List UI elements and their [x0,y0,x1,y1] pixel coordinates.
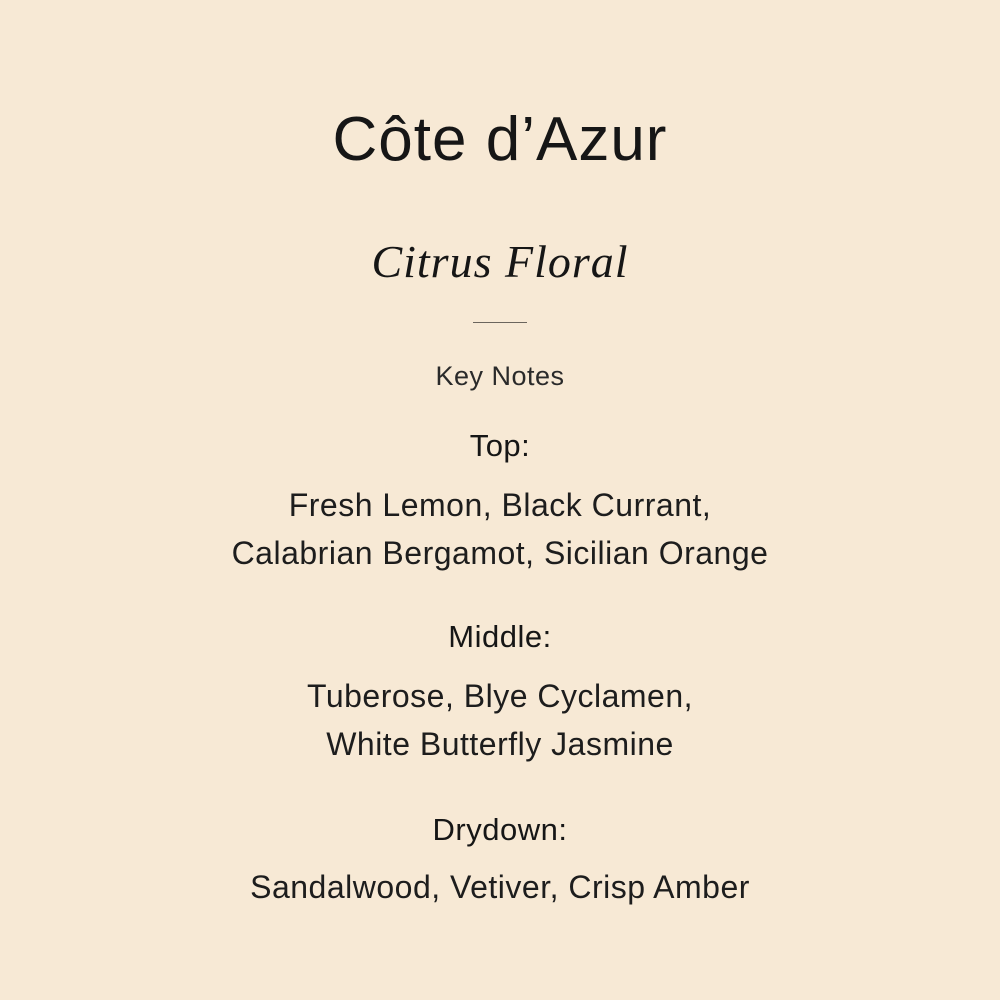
top-notes-heading: Top: [469,428,531,463]
key-notes-label: Key Notes [435,361,565,391]
divider-line [473,322,527,323]
top-notes-line-2: Calabrian Bergamot, Sicilian Orange [231,535,769,571]
middle-notes-line-2: White Butterfly Jasmine [326,726,674,762]
middle-notes-line-1: Tuberose, Blye Cyclamen, [306,678,694,714]
drydown-notes-line-1: Sandalwood, Vetiver, Crisp Amber [250,869,750,905]
middle-notes-heading: Middle: [448,619,552,654]
drydown-notes-heading: Drydown: [432,812,568,847]
top-notes-line-1: Fresh Lemon, Black Currant, [288,487,712,523]
fragrance-family: Citrus Floral [371,236,629,287]
fragrance-title: Côte d’Azur [332,105,668,174]
